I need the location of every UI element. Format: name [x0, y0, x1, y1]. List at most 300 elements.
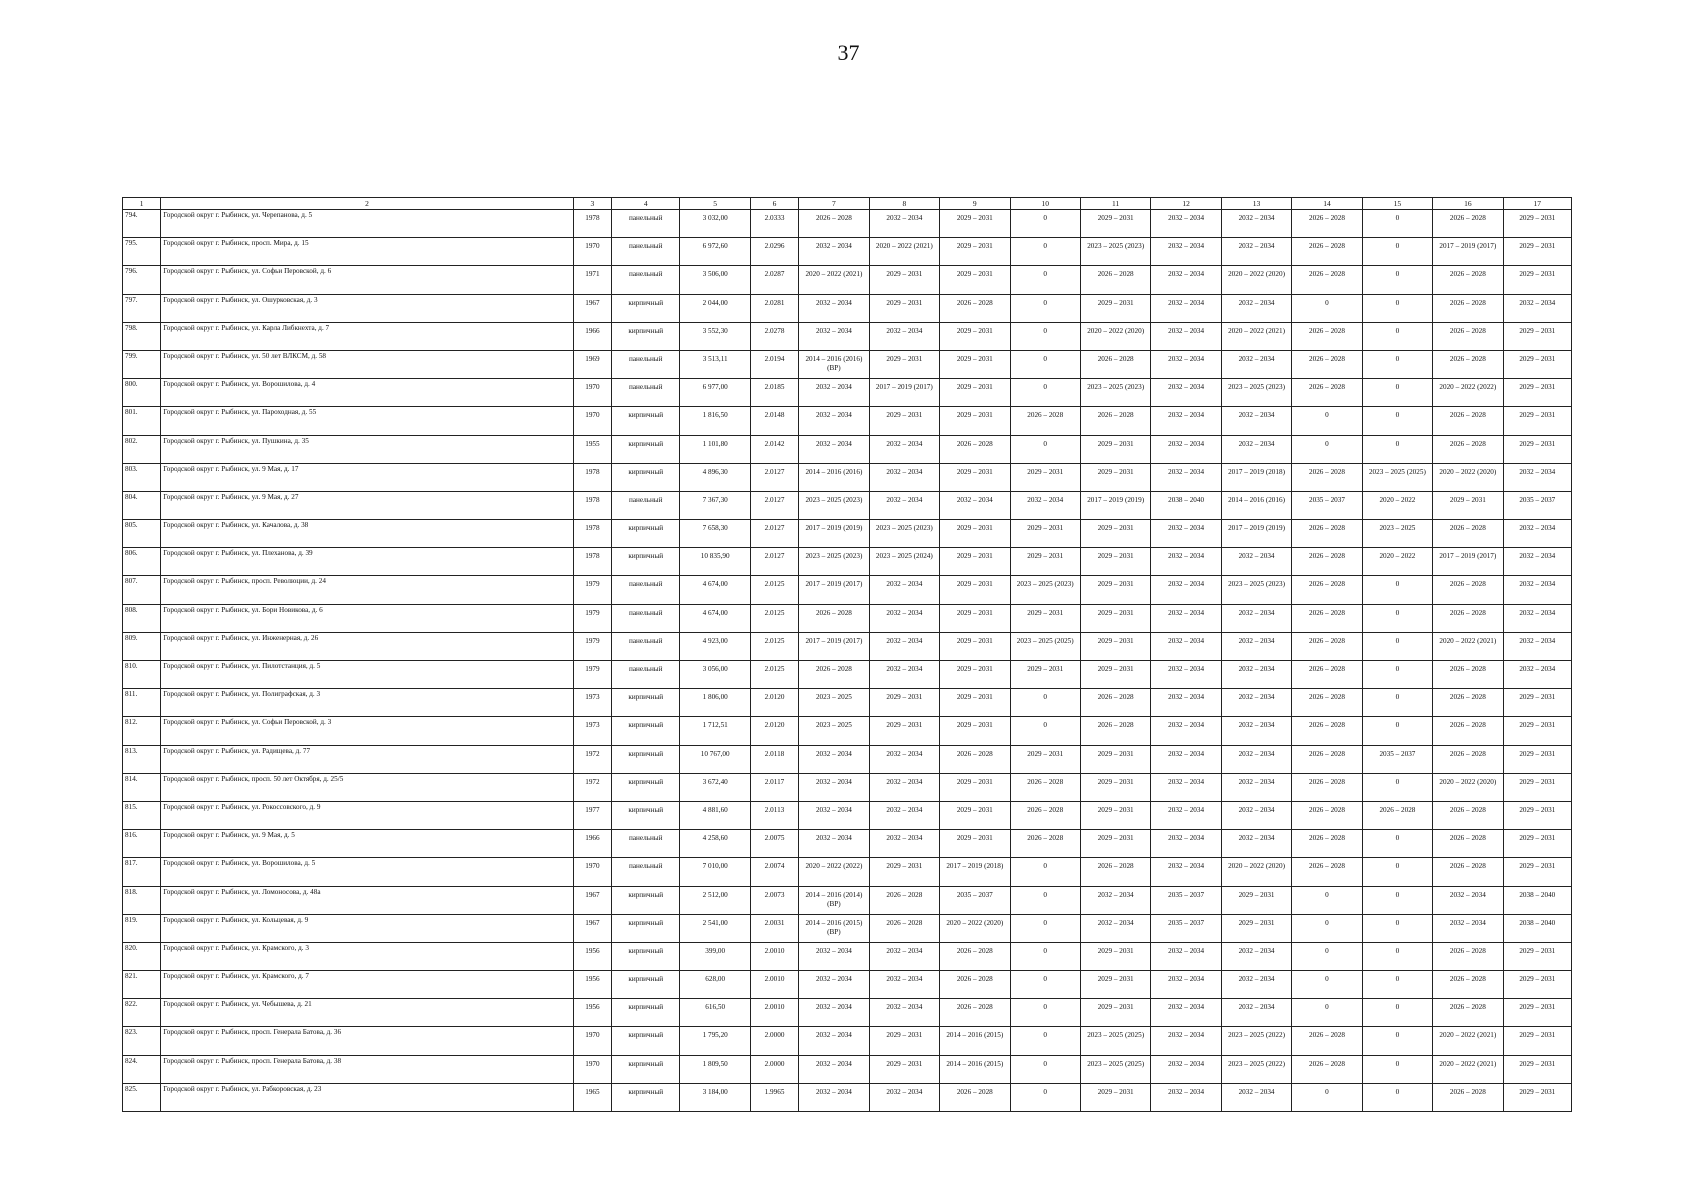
table-cell: 2017 – 2019 (2018)	[940, 858, 1010, 886]
table-cell: 0	[1292, 999, 1362, 1027]
table-cell: 2014 – 2016 (2016)	[1221, 491, 1291, 519]
table-cell: панельный	[612, 858, 680, 886]
row-number-cell: 795.	[123, 238, 161, 266]
table-cell: 2026 – 2028	[1080, 858, 1150, 886]
table-cell: 2 044,00	[680, 294, 750, 322]
address-cell: Городской округ г. Рыбинск, ул. 9 Мая, д. 5	[161, 830, 574, 858]
table-cell: 2032 – 2034	[1221, 407, 1291, 435]
table-cell: 0	[1362, 1027, 1432, 1055]
table-cell: 0	[1362, 632, 1432, 660]
table-cell: 2029 – 2031	[940, 322, 1010, 350]
table-cell: 2038 – 2040	[1503, 914, 1571, 942]
table-cell: 0	[1010, 1055, 1080, 1083]
column-header: 16	[1433, 198, 1503, 210]
address-cell: Городской округ г. Рыбинск, ул. Качалова, д. 38	[161, 520, 574, 548]
row-number-cell: 797.	[123, 294, 161, 322]
table-cell: 2035 – 2037	[1151, 886, 1221, 914]
table-cell: 2026 – 2028	[1292, 1055, 1362, 1083]
table-row	[123, 745, 1572, 773]
table-cell: 2026 – 2028	[1292, 858, 1362, 886]
table-cell: 1 712,51	[680, 717, 750, 745]
table-cell: 2032 – 2034	[799, 745, 869, 773]
table-cell: 2.0125	[750, 604, 798, 632]
table-cell: 2035 – 2037	[1292, 491, 1362, 519]
table-cell: 2026 – 2028	[1433, 942, 1503, 970]
table-cell: 2026 – 2028	[1080, 717, 1150, 745]
table-cell: 2026 – 2028	[1080, 407, 1150, 435]
table-cell: 0	[1362, 914, 1432, 942]
table-cell: 0	[1362, 971, 1432, 999]
table-cell: 2035 – 2037	[1503, 491, 1571, 519]
address-cell: Городской округ г. Рыбинск, ул. Ломоносова, д. 48а	[161, 886, 574, 914]
table-cell: 0	[1010, 266, 1080, 294]
address-cell: Городской округ г. Рыбинск, ул. Ворошилова, д. 5	[161, 858, 574, 886]
table-cell: 2.0125	[750, 576, 798, 604]
table-row	[123, 491, 1572, 519]
table-cell: 2026 – 2028	[1433, 520, 1503, 548]
table-cell: 0	[1010, 238, 1080, 266]
table-cell: 2029 – 2031	[1010, 604, 1080, 632]
table-cell: кирпичный	[612, 942, 680, 970]
table-cell: 2032 – 2034	[869, 999, 939, 1027]
table-cell: 2029 – 2031	[1080, 830, 1150, 858]
table-cell: 1 806,00	[680, 689, 750, 717]
table-cell: 2032 – 2034	[799, 801, 869, 829]
column-header: 15	[1362, 198, 1432, 210]
header-row	[123, 198, 1572, 210]
table-cell: кирпичный	[612, 1027, 680, 1055]
table-cell: 1965	[573, 1083, 611, 1111]
table-cell: 2029 – 2031	[1503, 745, 1571, 773]
table-cell: 0	[1010, 1027, 1080, 1055]
table-cell: панельный	[612, 576, 680, 604]
table-cell: 2023 – 2025 (2023)	[869, 520, 939, 548]
table-cell: 2.0281	[750, 294, 798, 322]
table-cell: 2026 – 2028	[1080, 266, 1150, 294]
table-cell: 2032 – 2034	[869, 830, 939, 858]
table-cell: 1972	[573, 773, 611, 801]
table-cell: 2023 – 2025 (2023)	[1080, 379, 1150, 407]
table-cell: 2026 – 2028	[869, 886, 939, 914]
table-cell: 2029 – 2031	[1503, 858, 1571, 886]
table-cell: 2020 – 2022 (2021)	[1433, 632, 1503, 660]
table-cell: кирпичный	[612, 773, 680, 801]
table-cell: 2029 – 2031	[1503, 830, 1571, 858]
table-cell: 1970	[573, 1027, 611, 1055]
table-cell: 2032 – 2034	[1151, 717, 1221, 745]
table-cell: 2029 – 2031	[1503, 210, 1571, 238]
table-cell: 2032 – 2034	[1503, 520, 1571, 548]
table-cell: 2032 – 2034	[869, 1083, 939, 1111]
table-cell: кирпичный	[612, 463, 680, 491]
table-cell: 0	[1362, 294, 1432, 322]
address-cell: Городской округ г. Рыбинск, просп. Генерала Батова, д. 36	[161, 1027, 574, 1055]
table-cell: 2020 – 2022 (2020)	[940, 914, 1010, 942]
table-cell: 2032 – 2034	[799, 1083, 869, 1111]
table-cell: 2023 – 2025	[799, 717, 869, 745]
table-cell: 1970	[573, 1055, 611, 1083]
table-cell: 2.0142	[750, 435, 798, 463]
table-cell: 4 674,00	[680, 604, 750, 632]
table-cell: 2032 – 2034	[1221, 942, 1291, 970]
table-cell: 2.0127	[750, 463, 798, 491]
table-cell: 2029 – 2031	[1010, 520, 1080, 548]
table-cell: 2029 – 2031	[1080, 435, 1150, 463]
table-cell: 2023 – 2025 (2023)	[1080, 238, 1150, 266]
table-cell: 2029 – 2031	[869, 858, 939, 886]
table-cell: 0	[1010, 350, 1080, 378]
table-cell: 2017 – 2019 (2019)	[1221, 520, 1291, 548]
table-cell: 2026 – 2028	[1292, 801, 1362, 829]
table-cell: 0	[1362, 1083, 1432, 1111]
table-cell: 10 835,90	[680, 548, 750, 576]
capital-repair-table	[122, 197, 1572, 1112]
table-cell: 2029 – 2031	[1080, 632, 1150, 660]
table-cell: 1973	[573, 689, 611, 717]
column-header: 7	[799, 198, 869, 210]
table-cell: 2029 – 2031	[940, 266, 1010, 294]
table-cell: панельный	[612, 238, 680, 266]
table-cell: 1970	[573, 858, 611, 886]
table-cell: 2032 – 2034	[1151, 520, 1221, 548]
address-cell: Городской округ г. Рыбинск, ул. Крамского, д. 7	[161, 971, 574, 999]
table-cell: 0	[1362, 576, 1432, 604]
table-cell: 2.0287	[750, 266, 798, 294]
table-cell: 2026 – 2028	[1433, 576, 1503, 604]
table-cell: 2029 – 2031	[940, 463, 1010, 491]
table-cell: 3 184,00	[680, 1083, 750, 1111]
table-cell: 2.0185	[750, 379, 798, 407]
table-cell: 2029 – 2031	[1503, 971, 1571, 999]
address-cell: Городской округ г. Рыбинск, ул. Полиграфская, д. 3	[161, 689, 574, 717]
table-cell: 2026 – 2028	[1010, 801, 1080, 829]
table-cell: 1.9965	[750, 1083, 798, 1111]
column-header: 5	[680, 198, 750, 210]
table-cell: 2032 – 2034	[869, 773, 939, 801]
table-cell: 2038 – 2040	[1151, 491, 1221, 519]
table-cell: 2032 – 2034	[1221, 830, 1291, 858]
table-cell: 2017 – 2019 (2019)	[799, 520, 869, 548]
table-cell: 2026 – 2028	[940, 999, 1010, 1027]
table-cell: 2023 – 2025 (2024)	[869, 548, 939, 576]
table-cell: 2.0148	[750, 407, 798, 435]
table-cell: панельный	[612, 830, 680, 858]
table-cell: 2032 – 2034	[1503, 632, 1571, 660]
table-cell: 2032 – 2034	[869, 322, 939, 350]
table-cell: 1956	[573, 999, 611, 1027]
table-cell: 2032 – 2034	[1221, 1083, 1291, 1111]
table-cell: 2032 – 2034	[1151, 576, 1221, 604]
table-cell: 2 512,00	[680, 886, 750, 914]
table-cell: 2026 – 2028	[1433, 801, 1503, 829]
table-cell: 2020 – 2022 (2022)	[799, 858, 869, 886]
table-cell: 2032 – 2034	[1221, 801, 1291, 829]
table-cell: 2026 – 2028	[1433, 689, 1503, 717]
row-number-cell: 823.	[123, 1027, 161, 1055]
table-cell: 0	[1362, 350, 1432, 378]
table-row	[123, 350, 1572, 378]
table-cell: 2029 – 2031	[1503, 773, 1571, 801]
table-cell: 2029 – 2031	[869, 717, 939, 745]
table-cell: 2026 – 2028	[1433, 266, 1503, 294]
table-cell: 1978	[573, 210, 611, 238]
table-cell: 2017 – 2019 (2019)	[1080, 491, 1150, 519]
table-cell: 2026 – 2028	[1433, 745, 1503, 773]
table-cell: 2032 – 2034	[799, 942, 869, 970]
table-cell: 2029 – 2031	[940, 379, 1010, 407]
table-cell: 2032 – 2034	[1433, 914, 1503, 942]
table-cell: 2038 – 2040	[1503, 886, 1571, 914]
table-cell: кирпичный	[612, 717, 680, 745]
table-cell: 2032 – 2034	[1080, 914, 1150, 942]
table-cell: 2029 – 2031	[1080, 463, 1150, 491]
table-cell: 2029 – 2031	[940, 717, 1010, 745]
table-cell: 1 101,80	[680, 435, 750, 463]
table-cell: 0	[1362, 830, 1432, 858]
table-cell: 2032 – 2034	[1221, 971, 1291, 999]
table-cell: 2032 – 2034	[1151, 830, 1221, 858]
table-cell: 2032 – 2034	[1151, 745, 1221, 773]
table-cell: 2026 – 2028	[1010, 407, 1080, 435]
table-cell: 2032 – 2034	[1151, 463, 1221, 491]
table-cell: 1971	[573, 266, 611, 294]
table-cell: 2026 – 2028	[1433, 294, 1503, 322]
row-number-cell: 824.	[123, 1055, 161, 1083]
table-cell: 2029 – 2031	[1080, 971, 1150, 999]
table-cell: 1978	[573, 491, 611, 519]
table-cell: 2.0118	[750, 745, 798, 773]
table-cell: 2026 – 2028	[940, 1083, 1010, 1111]
table-cell: 2029 – 2031	[869, 266, 939, 294]
table-cell: 2026 – 2028	[799, 661, 869, 689]
address-cell: Городской округ г. Рыбинск, ул. 9 Мая, д. 27	[161, 491, 574, 519]
table-cell: 2020 – 2022 (2021)	[1433, 1027, 1503, 1055]
table-cell: 0	[1010, 210, 1080, 238]
table-cell: 1973	[573, 717, 611, 745]
address-cell: Городской округ г. Рыбинск, ул. 50 лет ВЛКСМ, д. 58	[161, 350, 574, 378]
table-cell: 2023 – 2025 (2025)	[1080, 1027, 1150, 1055]
row-number-cell: 801.	[123, 407, 161, 435]
table-row	[123, 689, 1572, 717]
table-cell: 2032 – 2034	[869, 971, 939, 999]
table-cell: 2023 – 2025 (2023)	[1010, 576, 1080, 604]
table-cell: 2014 – 2016 (2015) (ВР)	[799, 914, 869, 942]
column-header: 4	[612, 198, 680, 210]
table-cell: 2014 – 2016 (2015)	[940, 1027, 1010, 1055]
table-cell: 10 767,00	[680, 745, 750, 773]
row-number-cell: 809.	[123, 632, 161, 660]
table-cell: 2029 – 2031	[940, 661, 1010, 689]
table-cell: 0	[1362, 407, 1432, 435]
table-cell: 2032 – 2034	[869, 942, 939, 970]
table-cell: 2032 – 2034	[1221, 689, 1291, 717]
table-cell: 2023 – 2025 (2023)	[799, 491, 869, 519]
table-cell: 4 896,30	[680, 463, 750, 491]
row-number-cell: 822.	[123, 999, 161, 1027]
table-cell: 2032 – 2034	[1221, 632, 1291, 660]
table-cell: 1977	[573, 801, 611, 829]
row-number-cell: 814.	[123, 773, 161, 801]
table-cell: кирпичный	[612, 801, 680, 829]
table-cell: 4 923,00	[680, 632, 750, 660]
table-cell: кирпичный	[612, 294, 680, 322]
table-cell: 2.0073	[750, 886, 798, 914]
table-cell: 2.0120	[750, 689, 798, 717]
table-cell: 2032 – 2034	[799, 322, 869, 350]
table-cell: 2029 – 2031	[1010, 661, 1080, 689]
table-cell: кирпичный	[612, 407, 680, 435]
table-cell: 2023 – 2025 (2022)	[1221, 1027, 1291, 1055]
table-cell: 2029 – 2031	[869, 350, 939, 378]
table-cell: 1970	[573, 238, 611, 266]
table-cell: 0	[1010, 379, 1080, 407]
table-cell: 2020 – 2022 (2021)	[799, 266, 869, 294]
table-cell: 2026 – 2028	[1433, 435, 1503, 463]
table-cell: 2032 – 2034	[1221, 717, 1291, 745]
table-cell: 2029 – 2031	[1503, 942, 1571, 970]
table-cell: 2026 – 2028	[940, 294, 1010, 322]
address-cell: Городской округ г. Рыбинск, просп. Революции, д. 24	[161, 576, 574, 604]
table-cell: 2026 – 2028	[1292, 745, 1362, 773]
table-cell: 2023 – 2025 (2022)	[1221, 1055, 1291, 1083]
column-header: 10	[1010, 198, 1080, 210]
table-cell: 2017 – 2019 (2018)	[1221, 463, 1291, 491]
table-cell: 2029 – 2031	[1221, 914, 1291, 942]
table-cell: 2032 – 2034	[1503, 576, 1571, 604]
table-cell: 3 056,00	[680, 661, 750, 689]
table-cell: 0	[1362, 886, 1432, 914]
address-cell: Городской округ г. Рыбинск, просп. Мира, д. 15	[161, 238, 574, 266]
table-cell: 2026 – 2028	[1433, 350, 1503, 378]
table-cell: 2020 – 2022	[1362, 491, 1432, 519]
table-cell: 2032 – 2034	[1151, 294, 1221, 322]
table-cell: кирпичный	[612, 548, 680, 576]
table-cell: 0	[1010, 914, 1080, 942]
table-cell: 0	[1010, 435, 1080, 463]
table-row	[123, 576, 1572, 604]
table-cell: 2029 – 2031	[1080, 294, 1150, 322]
table-cell: 1970	[573, 379, 611, 407]
table-cell: 2026 – 2028	[1292, 350, 1362, 378]
table-cell: 2032 – 2034	[1151, 266, 1221, 294]
table-cell: 2032 – 2034	[1151, 1027, 1221, 1055]
table-cell: 2026 – 2028	[1292, 689, 1362, 717]
table-cell: 0	[1010, 971, 1080, 999]
table-cell: 2.0117	[750, 773, 798, 801]
table-cell: 2026 – 2028	[1080, 350, 1150, 378]
address-cell: Городской округ г. Рыбинск, ул. Плеханова, д. 39	[161, 548, 574, 576]
table-cell: 2029 – 2031	[1433, 491, 1503, 519]
row-number-cell: 806.	[123, 548, 161, 576]
table-cell: 2026 – 2028	[1292, 604, 1362, 632]
table-cell: 0	[1362, 435, 1432, 463]
table-row	[123, 886, 1572, 914]
row-number-cell: 808.	[123, 604, 161, 632]
address-cell: Городской округ г. Рыбинск, ул. Кольцевая, д. 9	[161, 914, 574, 942]
table-cell: 2032 – 2034	[1503, 661, 1571, 689]
table-cell: 2032 – 2034	[869, 745, 939, 773]
table-cell: 0	[1010, 689, 1080, 717]
table-cell: кирпичный	[612, 435, 680, 463]
table-cell: 2.0113	[750, 801, 798, 829]
table-cell: 2026 – 2028	[1433, 604, 1503, 632]
table-cell: 2032 – 2034	[1151, 407, 1221, 435]
table-cell: 0	[1292, 914, 1362, 942]
address-cell: Городской округ г. Рыбинск, ул. Рабкоровская, д. 23	[161, 1083, 574, 1111]
table-cell: 2032 – 2034	[1151, 238, 1221, 266]
table-cell: 2026 – 2028	[1292, 379, 1362, 407]
table-cell: 2032 – 2034	[869, 576, 939, 604]
table-cell: 1978	[573, 548, 611, 576]
table-cell: 2032 – 2034	[869, 491, 939, 519]
table-cell: 2029 – 2031	[1010, 548, 1080, 576]
address-cell: Городской округ г. Рыбинск, ул. Пилотстанция, д. 5	[161, 661, 574, 689]
table-cell: 1972	[573, 745, 611, 773]
table-cell: кирпичный	[612, 689, 680, 717]
row-number-cell: 825.	[123, 1083, 161, 1111]
table-cell: 2029 – 2031	[1503, 1083, 1571, 1111]
table-cell: 2029 – 2031	[940, 350, 1010, 378]
table-cell: 2026 – 2028	[1433, 717, 1503, 745]
table-cell: 2029 – 2031	[1503, 266, 1571, 294]
table-row	[123, 322, 1572, 350]
table-cell: 2029 – 2031	[940, 801, 1010, 829]
table-cell: 2032 – 2034	[1151, 548, 1221, 576]
table-row	[123, 1027, 1572, 1055]
table-cell: 2032 – 2034	[799, 971, 869, 999]
column-header: 14	[1292, 198, 1362, 210]
table-cell: 2020 – 2022 (2020)	[1433, 463, 1503, 491]
table-cell: 0	[1292, 886, 1362, 914]
table-cell: 0	[1292, 407, 1362, 435]
table-cell: 2032 – 2034	[1151, 210, 1221, 238]
table-cell: 2.0120	[750, 717, 798, 745]
table-cell: 2026 – 2028	[799, 210, 869, 238]
table-cell: 2032 – 2034	[1221, 604, 1291, 632]
column-header: 9	[940, 198, 1010, 210]
table-cell: 0	[1292, 1083, 1362, 1111]
column-header: 8	[869, 198, 939, 210]
table-cell: 2032 – 2034	[1151, 379, 1221, 407]
table-cell: 2023 – 2025	[799, 689, 869, 717]
table-cell: 1979	[573, 661, 611, 689]
table-cell: 2029 – 2031	[940, 548, 1010, 576]
table-cell: 2032 – 2034	[869, 661, 939, 689]
table-cell: 2032 – 2034	[799, 1027, 869, 1055]
table-row	[123, 717, 1572, 745]
row-number-cell: 821.	[123, 971, 161, 999]
table-cell: 2032 – 2034	[799, 830, 869, 858]
table-cell: 2.0296	[750, 238, 798, 266]
table-cell: 2026 – 2028	[1292, 548, 1362, 576]
table-cell: 2032 – 2034	[1503, 548, 1571, 576]
table-cell: 2026 – 2028	[1433, 322, 1503, 350]
table-cell: 2026 – 2028	[1292, 661, 1362, 689]
table-cell: 2.0074	[750, 858, 798, 886]
table-cell: 2020 – 2022 (2021)	[1221, 322, 1291, 350]
address-cell: Городской округ г. Рыбинск, ул. Ворошилова, д. 4	[161, 379, 574, 407]
table-cell: 2026 – 2028	[1362, 801, 1432, 829]
row-number-cell: 807.	[123, 576, 161, 604]
table-cell: кирпичный	[612, 914, 680, 942]
table-row	[123, 463, 1572, 491]
table-cell: 2032 – 2034	[1221, 548, 1291, 576]
table-cell: 2032 – 2034	[869, 210, 939, 238]
address-cell: Городской округ г. Рыбинск, ул. Ошурковская, д. 3	[161, 294, 574, 322]
table-cell: 7 010,00	[680, 858, 750, 886]
table-cell: 2.0000	[750, 1055, 798, 1083]
table-cell: 2032 – 2034	[1151, 773, 1221, 801]
